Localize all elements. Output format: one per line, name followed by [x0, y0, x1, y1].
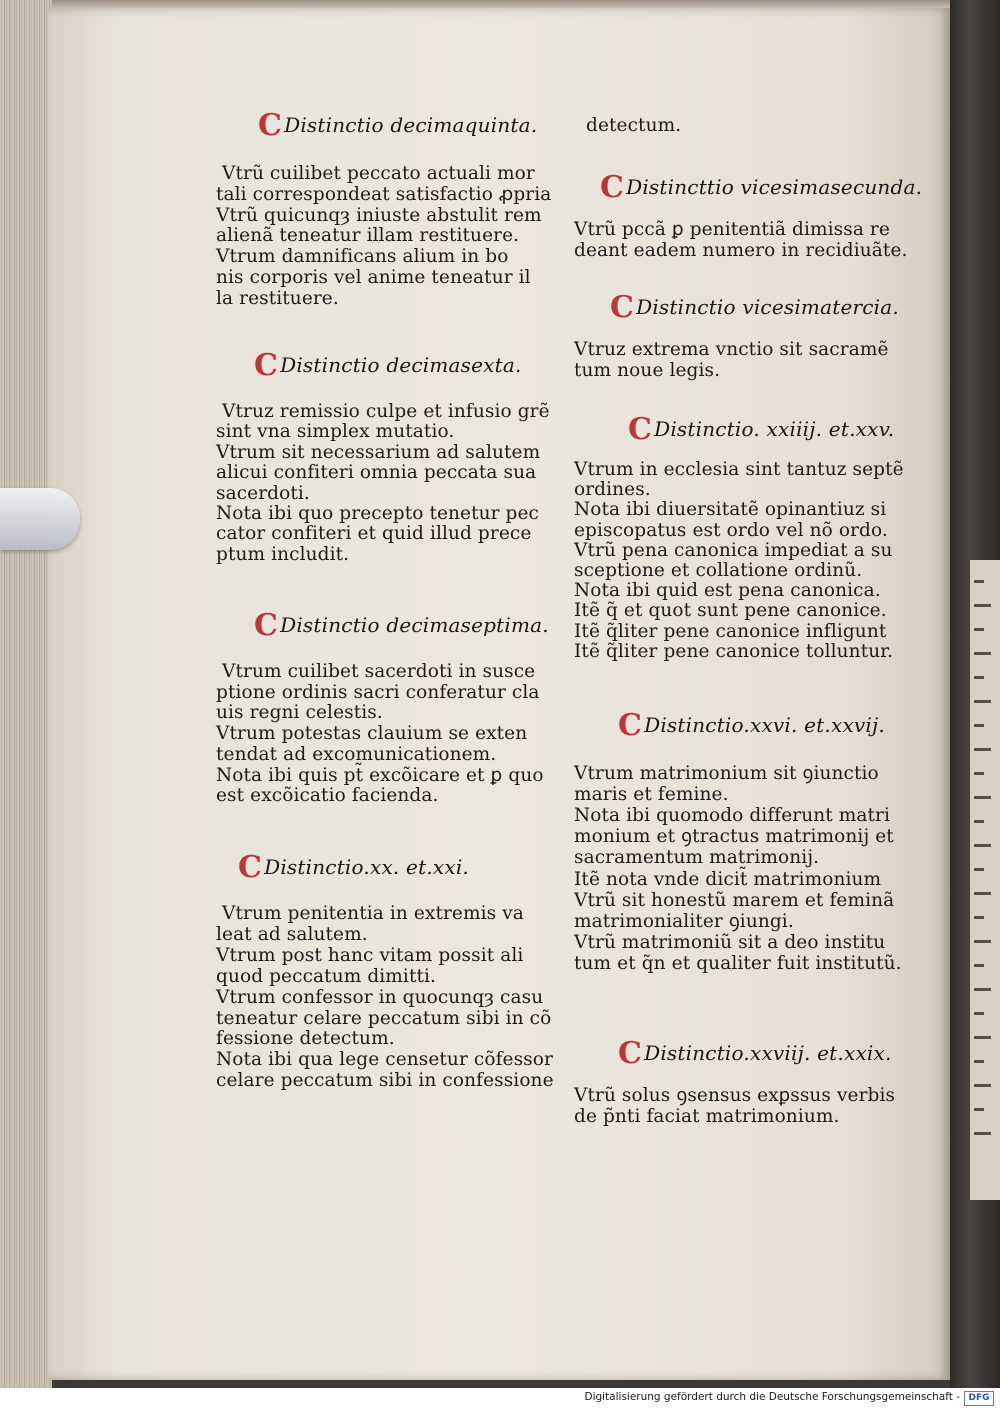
rubric-initial: C — [258, 108, 283, 143]
facing-text-fragment — [974, 1012, 984, 1015]
section-heading — [258, 108, 538, 143]
text-line: Vtrum damnificans alium in bo — [216, 246, 509, 268]
text-line: Vtrum in ecclesia sint tantuz septẽ — [574, 459, 904, 480]
text-line: sacramentum matrimonij. — [574, 847, 820, 869]
text-line: sacerdoti. — [216, 482, 310, 504]
text-line: sceptione et collatione ordinũ. — [574, 560, 863, 581]
section-heading — [618, 708, 885, 743]
heading-text: Distinctio.xx. et.xxi. — [264, 855, 469, 879]
text-line: leat ad salutem. — [216, 923, 368, 945]
facing-text-fragment — [974, 580, 984, 583]
text-line: Vtrum penitentia in extremis va — [222, 903, 524, 924]
text-line: fessione detectum. — [216, 1028, 395, 1050]
facing-text-fragment — [974, 1036, 991, 1039]
text-line: Nota ibi qua lege censetur cõfessor — [216, 1049, 553, 1071]
heading-text: Distinctio.xxviij. et.xxix. — [644, 1041, 892, 1065]
text-line: nis corporis vel anime teneatur il — [216, 267, 531, 288]
text-line: Nota ibi quo precepto tenetur pec — [216, 503, 540, 524]
facing-text-fragment — [974, 748, 991, 751]
text-line: quod peccatum dimitti. — [216, 965, 437, 987]
text-line: Vtrum confessor in quocunqȝ casu — [216, 986, 544, 1008]
section-heading — [254, 348, 522, 383]
text-line: tendat ad excomunicationem. — [216, 743, 497, 765]
heading-text: Distinctio. xxiiij. et.xxv. — [654, 417, 895, 441]
text-line: alicui confiteri omnia peccata sua — [216, 462, 537, 484]
footer-bar — [0, 1388, 1000, 1408]
text-line: Nota ibi quid est pena canonica. — [574, 580, 881, 602]
text-line: Nota ibi diuersitatẽ opinantiuz si — [574, 499, 887, 521]
facing-text-fragment — [974, 796, 991, 799]
facing-text-fragment — [974, 1132, 991, 1135]
section-heading — [254, 608, 549, 643]
text-line: monium et ꝯtractus matrimonij et — [574, 826, 894, 848]
text-line: Nota ibi quis pt̃ excõicare et ꝑ quo — [216, 764, 544, 786]
text-line: Vtrum matrimonium sit ꝯiunctio — [574, 763, 879, 784]
facing-text-fragment — [974, 1060, 984, 1063]
text-line: Itẽ q̃liter pene canonice tolluntur. — [574, 640, 894, 662]
text-line: Vtruz extrema vnctio sit sacramẽ — [574, 339, 889, 360]
text-line: sint vna simplex mutatio. — [216, 421, 455, 443]
page-edges — [0, 0, 52, 1388]
facing-text-fragment — [974, 820, 984, 823]
text-line: Vtrũ cuilibet peccato actuali mor — [222, 163, 535, 184]
text-line: tali correspondeat satisfactio ꝓpria — [216, 183, 552, 205]
text-line: matrimonialiter ꝯiungi. — [574, 910, 794, 932]
section-heading — [628, 412, 895, 447]
text-line: Itẽ q̃liter pene canonice infligunt — [574, 620, 887, 642]
text-line: Vtrũ sit honestũ marem et feminã — [574, 889, 895, 911]
facing-text-fragment — [974, 1108, 984, 1111]
section-heading — [238, 850, 469, 885]
heading-text: Distinctio vicesimatercia. — [636, 295, 899, 319]
text-line: Itẽ nota vnde dicit̃ matrimonium — [574, 868, 882, 890]
heading-text: Distinctio decimaquinta. — [284, 113, 538, 137]
text-line: Vtrũ quicunqȝ iniuste abstulit rem — [216, 204, 542, 226]
facing-text-fragment — [974, 892, 991, 895]
text-line: Vtruz remissio culpe et infusio grẽ — [222, 401, 550, 422]
facing-text-fragment — [974, 628, 984, 631]
rubric-initial: C — [238, 850, 263, 885]
section-heading — [610, 290, 899, 325]
text-line: de p̃nti faciat matrimonium. — [574, 1105, 840, 1127]
text-line: alienã teneatur illam restituere. — [216, 225, 520, 247]
facing-text-fragment — [974, 700, 991, 703]
text-line: ptum includit. — [216, 543, 350, 565]
text-line: Vtrũ matrimoniũ sit a deo institu — [574, 931, 886, 953]
rubric-initial: C — [618, 708, 643, 743]
text-line: Vtrum cuilibet sacerdoti in susce — [222, 661, 536, 682]
facing-text-fragment — [974, 772, 984, 775]
facing-text-fragment — [974, 916, 984, 919]
text-line: Vtrũ pccã ꝑ penitentiã dimissa re — [574, 219, 890, 240]
text-line: Vtrum sit necessarium ad salutem — [216, 441, 541, 463]
facing-text-fragment — [974, 604, 991, 607]
text-line: Nota ibi quomodo differunt matri — [574, 805, 891, 827]
text-line: deant eadem numero in recidiuãte. — [574, 239, 908, 261]
footer-credit: Digitalisierung gefördert durch die Deutsche Forschungsgemeinschaft - — [584, 1391, 960, 1403]
facing-text-fragment — [974, 964, 984, 967]
rubric-initial: C — [618, 1036, 643, 1071]
facing-text-fragment — [974, 652, 991, 655]
facing-page-fragment — [970, 560, 1000, 1200]
facing-text-fragment — [974, 868, 984, 871]
text-line: ptione ordinis sacri conferatur cla — [216, 681, 540, 703]
rubric-initial: C — [254, 608, 279, 643]
text-line: Vtrum post hanc vitam possit ali — [216, 944, 524, 966]
rubric-initial: C — [610, 290, 635, 325]
text-line: tum noue legis. — [574, 359, 721, 381]
text-line: Vtrum potestas clauium se exten — [216, 723, 528, 745]
facing-text-fragment — [974, 988, 991, 991]
facing-text-fragment — [974, 1084, 991, 1087]
text-line: Vtrũ pena canonica impediat a su — [574, 539, 893, 561]
facing-text-fragment — [974, 940, 991, 943]
text-line: teneatur celare peccatum sibi in cõ — [216, 1007, 552, 1029]
text-line: celare peccatum sibi in confessione — [216, 1070, 554, 1092]
heading-text: Distinctio decimaseptima. — [280, 613, 549, 637]
text-line: uis regni celestis. — [216, 702, 383, 724]
text-line: ordines. — [574, 479, 651, 501]
text-line: Vtrũ solus ꝯsensus exꝑssus verbis — [574, 1085, 896, 1106]
facing-text-fragment — [974, 844, 991, 847]
text-line: Itẽ q̃ et quot sunt pene canonice. — [574, 600, 887, 622]
facing-text-fragment — [974, 676, 984, 679]
text-line: episcopatus est ordo vel nõ ordo. — [574, 519, 888, 541]
text-line: detectum. — [586, 115, 682, 136]
heading-text: Distinctio decimasexta. — [280, 353, 522, 377]
text-line: cator confiteri et quid illud prece — [216, 523, 532, 545]
text-line: la restituere. — [216, 287, 339, 309]
section-heading — [600, 170, 923, 205]
facing-text-fragment — [974, 724, 984, 727]
text-line: maris et femine. — [574, 784, 729, 806]
rubric-initial: C — [600, 170, 625, 205]
heading-text: Distinctio.xxvi. et.xxvij. — [644, 713, 885, 737]
text-line: est excõicatio facienda. — [216, 785, 439, 807]
heading-text: Distincttio vicesimasecunda. — [626, 175, 923, 199]
dfg-logo: DFG — [964, 1391, 994, 1406]
text-line: tum et q̃n et qualiter fuit institutũ. — [574, 952, 902, 974]
rubric-initial: C — [628, 412, 653, 447]
page-clip — [0, 488, 80, 550]
rubric-initial: C — [254, 348, 279, 383]
section-heading — [618, 1036, 892, 1071]
